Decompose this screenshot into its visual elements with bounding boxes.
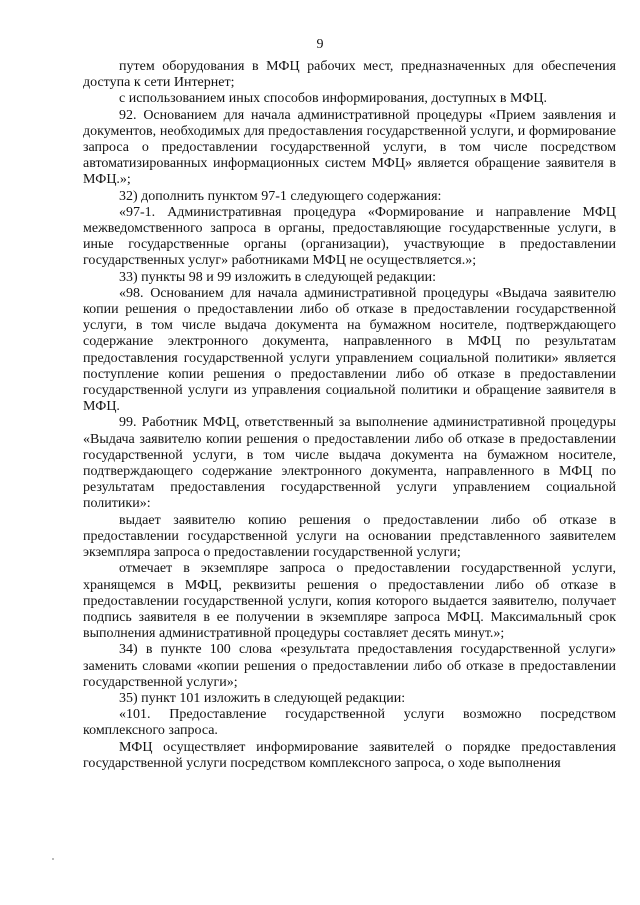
document-body [83, 59, 616, 772]
paragraph: 33) пункты 98 и 99 изложить в следующей редакции: [119, 269, 437, 285]
paragraph: «98. Основанием для начала административной процедуры «Выдача заявителю копии решения о предоставлении либо об отказе в предоставлении государственной услуги, в том числе выдача документа на бумажном носителе, подтверждающего содержание электронного документа, направленного в МФЦ по результатам предоставления государственной услуги управлением социальной политики» является поступление копии решения о предоставлении либо об отказе в предоставлении государственной услуги из управления социальной политики и обращение заявителя в МФЦ. [83, 285, 616, 415]
paragraph: «101. Предоставление государственной услуги возможно посредством комплексного запроса. [83, 707, 616, 739]
paragraph: МФЦ осуществляет информирование заявителей о порядке предоставления государственной услуги посредством комплексного запроса, о ходе выполнения [83, 739, 616, 771]
paragraph: 32) дополнить пунктом 97-1 следующего содержания: [119, 188, 442, 204]
paragraph: отмечает в экземпляре запроса о предоставлении государственной услуги, хранящемся в МФЦ, реквизиты решения о предоставлении либо об отказе в предоставлении государственной услуги, копия которого выдается заявителю, получает подпись заявителя в ее получении в экземпляре запроса МФЦ. Максимальный срок выполнения административной процедуры составляет десять минут.»; [83, 561, 616, 642]
scan-mark [52, 858, 54, 860]
paragraph: 99. Работник МФЦ, ответственный за выполнение административной процедуры «Выдача заявителю копии решения о предоставлении либо об отказе в предоставлении государственной услуги, в том числе выдача документа на бумажном носителе, подтверждающего содержание электронного документа, направленного в МФЦ по результатам предоставления государственной услуги управлением социальной политики»: [83, 415, 616, 512]
paragraph: путем оборудования в МФЦ рабочих мест, предназначенных для обеспечения доступа к сети Интернет; [83, 59, 616, 91]
paragraph: 34) в пункте 100 слова «результата предоставления государственной услуги» заменить словами «копии решения о предоставлении либо об отказе в предоставлении государственной услуги»; [83, 642, 616, 690]
paragraph: 92. Основанием для начала административной процедуры «Прием заявления и документов, необходимых для предоставления государственной услуги, и формирование запроса о предоставлении государственной услуги, в том числе посредством автоматизированных информационных систем МФЦ» является обращение заявителя в МФЦ.»; [83, 107, 616, 188]
paragraph: с использованием иных способов информирования, доступных в МФЦ. [119, 91, 547, 107]
paragraph: «97-1. Административная процедура «Формирование и направление МФЦ межведомственного запроса в органы, предоставляющие государственные услуги, в иные государственные органы (организации), участвующие в предоставлении государственных услуг» работниками МФЦ не осуществляется.»; [83, 204, 616, 269]
paragraph: выдает заявителю копию решения о предоставлении либо об отказе в предоставлении государственной услуги на основании представленного заявителем экземпляра запроса о предоставлении государственной услуги; [83, 512, 616, 561]
paragraph: 35) пункт 101 изложить в следующей редакции: [119, 690, 406, 706]
page-number: 9 [316, 37, 324, 52]
